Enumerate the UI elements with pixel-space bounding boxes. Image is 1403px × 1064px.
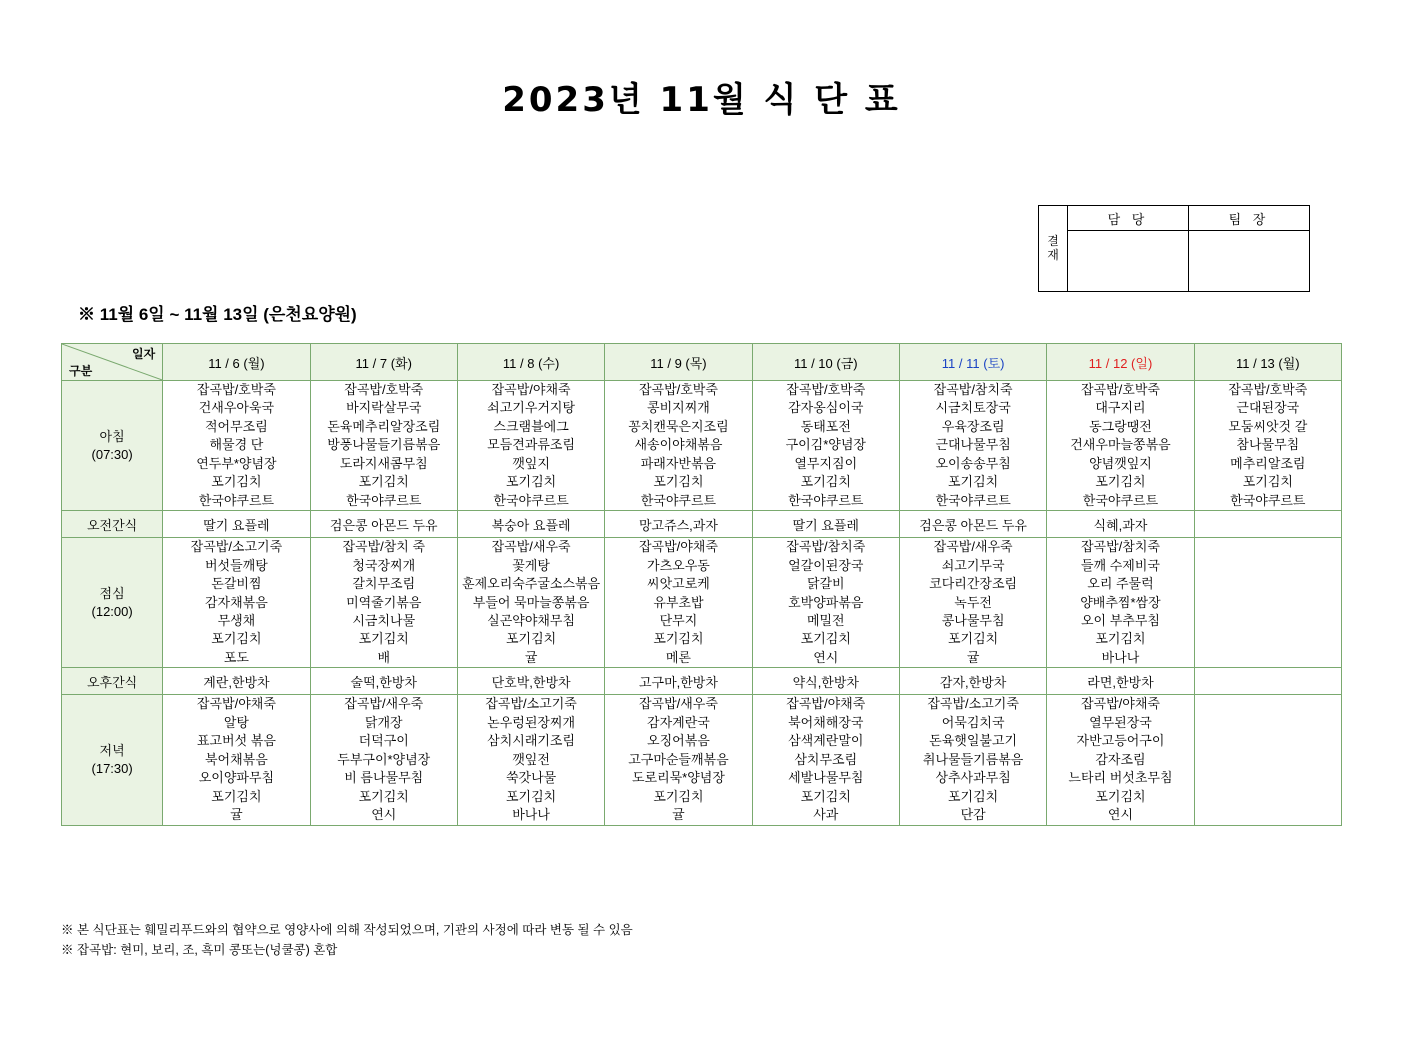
- menu-item: 잡곡밥/야채죽: [786, 696, 866, 712]
- menu-item: 동태포전: [800, 418, 851, 434]
- menu-item: 잡곡밥/호박죽: [786, 382, 866, 397]
- menu-item: 해물경 단: [209, 437, 264, 453]
- menu-item: 잡곡밥/야채죽: [1080, 696, 1160, 712]
- menu-item: 잡곡밥/소고기죽: [190, 539, 283, 555]
- menu-item: 식혜,과자: [1093, 517, 1148, 533]
- menu-item: 포기김치: [358, 788, 409, 804]
- menu-item: 돈육메추리알장조림: [327, 418, 441, 434]
- approval-header-manager: 담 당: [1068, 206, 1189, 231]
- menu-item: 얼갈이된장국: [788, 557, 864, 573]
- menu-item: 연두부*양념장: [196, 455, 277, 471]
- menu-item: 고구마,한방차: [638, 674, 718, 690]
- menu-item: 녹두전: [954, 594, 992, 610]
- menu-item: 느타리 버섯초무침: [1068, 770, 1173, 786]
- menu-item: 삼색계란말이: [788, 733, 864, 749]
- menu-item: 감자,한방차: [939, 674, 1007, 690]
- menu-item: 한국야쿠르트: [1082, 492, 1159, 508]
- menu-item: 깻잎전: [512, 751, 550, 767]
- menu-item: 포기김치: [1095, 474, 1146, 490]
- menu-item: 잡곡밥/호박죽: [638, 382, 718, 397]
- menu-item: 미역줄기볶음: [346, 594, 422, 610]
- snack-cell-2-5: [752, 511, 899, 538]
- menu-item: 배: [377, 649, 391, 665]
- menu-item: 약식,한방차: [792, 674, 859, 690]
- menu-item: 씨앗고로케: [647, 576, 710, 592]
- menu-item: 들깨 수제비국: [1080, 557, 1160, 573]
- menu-item: 한국야쿠르트: [1230, 492, 1306, 508]
- menu-item: 감자옹심이국: [788, 400, 864, 416]
- menu-item: 갈치무조림: [352, 576, 416, 592]
- snack-cell-2-6: [899, 511, 1046, 538]
- row-label-5: [62, 695, 163, 825]
- menu-item: 북어채볶음: [205, 751, 268, 767]
- menu-item: 포기김치: [948, 631, 999, 647]
- menu-item: 오징어볶음: [647, 733, 710, 749]
- menu-item: 포기김치: [653, 631, 704, 647]
- menu-item: 포기김치: [1242, 474, 1293, 490]
- menu-item: 근대된장국: [1236, 400, 1300, 416]
- day-header-3: [457, 344, 604, 381]
- snack-row: [62, 511, 1342, 538]
- meal-cell-5-8: [1194, 695, 1341, 825]
- menu-item: 호박양파볶음: [788, 594, 864, 610]
- menu-item: 한국야쿠르트: [788, 492, 864, 508]
- menu-item: 포기김치: [505, 474, 557, 490]
- menu-item: 잡곡밥/새우죽: [638, 696, 718, 712]
- menu-item: 파래자반볶음: [640, 455, 717, 471]
- menu-item: 구이김*양념장: [785, 437, 866, 453]
- menu-item: 귤: [524, 649, 538, 665]
- menu-item: 양념깻잎지: [1089, 455, 1152, 471]
- menu-item: 검은콩 아몬드 두유: [329, 517, 438, 533]
- meal-row: [62, 538, 1342, 668]
- menu-item: 한국야쿠르트: [935, 492, 1011, 508]
- menu-item: 자반고등어구이: [1076, 733, 1165, 749]
- snack-cell-4-2: [310, 668, 457, 695]
- menu-item: 잡곡밥/호박죽: [196, 382, 276, 397]
- approval-signature-teamlead[interactable]: [1189, 231, 1310, 292]
- menu-item: 잡곡밥/호박죽: [1228, 382, 1308, 397]
- menu-item: 라면,한방차: [1087, 674, 1154, 690]
- meal-cell-1-2: [310, 381, 457, 511]
- table-corner-cell: [62, 344, 163, 381]
- snack-cell-2-8: [1194, 511, 1341, 538]
- menu-item: 삼치무조림: [794, 751, 858, 767]
- menu-item: 세발나물무침: [788, 770, 864, 786]
- menu-item: 감자채볶음: [205, 594, 268, 610]
- menu-item: 잡곡밥/참치죽: [786, 539, 866, 555]
- menu-item: 쇠고기우거지탕: [487, 400, 576, 416]
- menu-item: 닭개장: [364, 714, 403, 730]
- meal-cell-5-7: [1047, 695, 1194, 825]
- menu-item: 돈육햇일불고기: [929, 733, 1018, 749]
- menu-item: 딸기 요플레: [792, 517, 859, 533]
- menu-item: 알탕: [223, 714, 249, 730]
- menu-item: 버섯들깨탕: [205, 557, 268, 573]
- menu-item: 잡곡밥/야채죽: [638, 539, 718, 555]
- menu-item: 사과: [813, 807, 839, 823]
- menu-item: 오이송송무침: [935, 455, 1011, 471]
- menu-item: 귤: [230, 807, 243, 823]
- day-header-8: [1194, 344, 1341, 381]
- meal-cell-1-1: [163, 381, 310, 511]
- meal-cell-5-5: [752, 695, 899, 825]
- menu-item: 시금치토장국: [935, 400, 1011, 416]
- meal-cell-1-6: [899, 381, 1046, 511]
- day-header-label: 11 / 10 (금): [793, 355, 858, 371]
- approval-side-label: [1039, 206, 1068, 292]
- day-header-label: 11 / 6 (월): [208, 355, 265, 371]
- menu-item: 건새우마늘쫑볶음: [1070, 437, 1171, 453]
- table-header-row: [62, 344, 1342, 381]
- day-header-1: [163, 344, 310, 381]
- menu-item: 건새우아욱국: [198, 400, 275, 416]
- snack-cell-4-8: [1194, 668, 1341, 695]
- meal-cell-1-4: [605, 381, 752, 511]
- menu-item: 우육장조림: [941, 418, 1005, 434]
- menu-item: 북어채해장국: [788, 714, 864, 730]
- menu-item: 바나나: [1101, 649, 1140, 665]
- menu-item: 코다리간장조림: [929, 576, 1018, 592]
- meal-cell-1-8: [1194, 381, 1341, 511]
- day-header-label: 11 / 12 (일): [1088, 355, 1153, 371]
- menu-item: 가츠오우동: [647, 557, 710, 573]
- day-header-label: 11 / 9 (목): [650, 355, 707, 371]
- menu-item: 콩나물무침: [941, 612, 1005, 628]
- menu-item: 망고쥬스,과자: [638, 517, 718, 533]
- menu-item: 모듬견과류조림: [487, 437, 576, 453]
- menu-item: 실곤약야채무침: [487, 612, 576, 628]
- meal-cell-3-4: [605, 538, 752, 668]
- menu-item: 연시: [371, 807, 397, 823]
- menu-item: 더덕구이: [358, 733, 409, 749]
- snack-cell-4-6: [899, 668, 1046, 695]
- menu-item: 술떡,한방차: [350, 674, 417, 690]
- approval-stamp-box: [1038, 205, 1310, 292]
- day-header-label: 11 / 7 (화): [355, 355, 412, 371]
- day-header-label: 11 / 8 (수): [502, 355, 560, 371]
- menu-item: 잡곡밥/새우죽: [344, 696, 424, 712]
- snack-cell-4-4: [605, 668, 752, 695]
- menu-item: 포기김치: [800, 631, 851, 647]
- menu-item: 메추리알조림: [1230, 455, 1306, 471]
- menu-item: 포기김치: [211, 788, 262, 804]
- day-header-2: [310, 344, 457, 381]
- snack-cell-2-4: [605, 511, 752, 538]
- menu-item: 포기김치: [358, 474, 409, 490]
- menu-item: 고구마순들깨볶음: [628, 751, 729, 767]
- menu-item: 열무지짐이: [794, 455, 858, 471]
- corner-label-category: 구분: [69, 364, 93, 378]
- meal-cell-3-3: [457, 538, 604, 668]
- meal-cell-5-6: [899, 695, 1046, 825]
- menu-item: 대구지리: [1095, 400, 1146, 416]
- day-header-label: 11 / 13 (월): [1236, 355, 1300, 371]
- menu-item: 꽁치캔묵은지조림: [628, 418, 729, 434]
- menu-item: 참나물무침: [1236, 437, 1300, 453]
- menu-item: 시금치나물: [352, 612, 416, 628]
- menu-item: 메론: [665, 649, 691, 665]
- meal-row: [62, 381, 1342, 511]
- menu-item: 오리 주물럭: [1087, 576, 1154, 592]
- menu-item: 검은콩 아몬드 두유: [919, 517, 1027, 533]
- menu-item: 잡곡밥/호박죽: [344, 382, 424, 397]
- menu-item: 논우렁된장찌개: [487, 714, 576, 730]
- menu-item: 부들어 묵마늘쫑볶음: [472, 594, 590, 610]
- menu-item: 양배추찜*쌈장: [1080, 594, 1161, 610]
- menu-item: 포기김치: [211, 474, 262, 490]
- menu-item: 쑥갓나물: [505, 770, 557, 786]
- corner-label-date: 일자: [132, 347, 156, 361]
- menu-item: 콩비지찌개: [647, 400, 710, 416]
- menu-item: 포기김치: [211, 631, 262, 647]
- menu-item: 한국야쿠르트: [640, 492, 717, 508]
- menu-item: 잡곡밥/참치죽: [1080, 539, 1160, 555]
- day-header-6: [899, 344, 1046, 381]
- menu-item: 포기김치: [1095, 788, 1146, 804]
- menu-item: 잡곡밥/야채죽: [196, 696, 276, 712]
- menu-item: 훈제오리숙주굴소스볶음: [462, 576, 601, 592]
- menu-item: 연시: [1107, 807, 1134, 823]
- menu-item: 잡곡밥/새우죽: [933, 539, 1013, 555]
- menu-item: 방풍나물들기름볶음: [327, 437, 441, 453]
- snack-cell-4-1: [163, 668, 310, 695]
- snack-cell-4-5: [752, 668, 899, 695]
- menu-item: 돈갈비찜: [211, 576, 262, 592]
- date-range-subtitle: ※ 11월 6일 ~ 11월 13일 (은천요양원): [78, 305, 357, 324]
- menu-item: 포기김치: [800, 788, 851, 804]
- menu-item: 포기김치: [505, 631, 557, 647]
- menu-item: 잡곡밥/소고기죽: [927, 696, 1019, 712]
- menu-item: 쇠고기무국: [941, 557, 1005, 573]
- menu-item: 귤: [966, 649, 980, 665]
- menu-item: 감자계란국: [647, 714, 710, 730]
- menu-item: 청국장찌개: [352, 557, 416, 573]
- menu-item: 무생채: [217, 612, 256, 628]
- menu-item: 바지락살무국: [346, 400, 422, 416]
- menu-item: 포기김치: [505, 788, 557, 804]
- menu-item: 포기김치: [653, 474, 704, 490]
- meal-row: [62, 695, 1342, 825]
- meal-cell-3-7: [1047, 538, 1194, 668]
- meal-cell-5-3: [457, 695, 604, 825]
- snack-cell-2-3: [457, 511, 604, 538]
- menu-item: 계란,한방차: [203, 674, 270, 690]
- menu-item: 한국야쿠르트: [198, 492, 275, 508]
- menu-item: 한국야쿠르트: [346, 492, 422, 508]
- menu-item: 잡곡밥/호박죽: [1080, 382, 1160, 397]
- menu-item: 모둠씨앗것 갈: [1228, 418, 1308, 434]
- footnote-2: ※ 잡곡밥: 현미, 보리, 조, 흑미 콩또는(넝쿨콩) 혼합: [61, 943, 338, 957]
- menu-item: 깻잎지: [512, 455, 550, 471]
- menu-item: 스크램블에그: [493, 418, 569, 434]
- approval-signature-manager[interactable]: [1068, 231, 1189, 292]
- meal-cell-3-8: [1194, 538, 1341, 668]
- snack-cell-4-7: [1047, 668, 1194, 695]
- meal-cell-3-6: [899, 538, 1046, 668]
- approval-header-teamlead: 팀 장: [1189, 206, 1310, 231]
- meal-cell-3-5: [752, 538, 899, 668]
- menu-item: 도라지새콤무침: [339, 455, 428, 471]
- row-label-2: [62, 511, 163, 538]
- row-label-main: 저녁: [99, 743, 125, 759]
- snack-cell-2-2: [310, 511, 457, 538]
- row-label-time: (12:00): [91, 603, 133, 619]
- weekly-menu-table: [61, 343, 1342, 826]
- menu-item: 비 름나물무침: [344, 770, 424, 786]
- row-label-main: 오전간식: [87, 517, 138, 533]
- snack-cell-2-1: [163, 511, 310, 538]
- footnotes: [61, 920, 633, 960]
- menu-item: 단감: [960, 807, 986, 823]
- approval-side-label-line2: 재: [1047, 247, 1059, 262]
- row-label-1: [62, 381, 163, 511]
- day-header-7: [1047, 344, 1194, 381]
- menu-item: 적어무조림: [205, 418, 268, 434]
- menu-item: 잡곡밥/소고기죽: [485, 696, 577, 712]
- menu-item: 꽃게탕: [512, 557, 550, 573]
- menu-item: 잡곡밥/참치죽: [933, 382, 1013, 397]
- menu-item: 상추사과무침: [935, 770, 1011, 786]
- menu-item: 바나나: [512, 807, 550, 823]
- menu-item: 근대나물무침: [935, 437, 1011, 453]
- menu-document-page: [0, 72, 1403, 1064]
- menu-item: 새송이야채볶음: [634, 437, 723, 453]
- day-header-label: 11 / 11 (토): [941, 355, 1005, 371]
- menu-item: 귤: [672, 807, 685, 823]
- row-label-time: (17:30): [91, 760, 133, 776]
- menu-item: 열무된장국: [1089, 714, 1152, 730]
- meal-cell-5-4: [605, 695, 752, 825]
- footnote-1: ※ 본 식단표는 훼밀리푸드와의 협약으로 영양사에 의해 작성되었으며, 기관의 사정에 따라 변동 될 수 있음: [61, 923, 633, 937]
- menu-item: 연시: [813, 649, 839, 665]
- menu-item: 취나물들기름볶음: [922, 751, 1024, 767]
- menu-item: 두부구이*양념장: [337, 751, 431, 767]
- meal-cell-5-1: [163, 695, 310, 825]
- approval-side-label-line1: 결: [1047, 233, 1059, 248]
- menu-item: 오이 부추무침: [1080, 612, 1160, 628]
- row-label-main: 점심: [99, 586, 125, 602]
- menu-item: 한국야쿠르트: [493, 492, 569, 508]
- meal-cell-1-3: [457, 381, 604, 511]
- meal-cell-3-2: [310, 538, 457, 668]
- menu-item: 포기김치: [800, 474, 851, 490]
- menu-item: 어묵김치국: [941, 714, 1005, 730]
- snack-cell-4-3: [457, 668, 604, 695]
- row-label-main: 오후간식: [87, 674, 138, 690]
- row-label-3: [62, 538, 163, 668]
- day-header-5: [752, 344, 899, 381]
- menu-item: 메밀전: [806, 612, 845, 628]
- menu-item: 표고버섯 볶음: [196, 733, 276, 749]
- menu-item: 잡곡밥/야채죽: [491, 382, 571, 397]
- menu-item: 포기김치: [948, 788, 999, 804]
- menu-item: 딸기 요플레: [203, 517, 270, 533]
- menu-item: 잡곡밥/참치 죽: [342, 539, 426, 555]
- menu-item: 포기김치: [653, 788, 704, 804]
- menu-item: 잡곡밥/새우죽: [491, 539, 571, 555]
- menu-item: 포도: [223, 649, 249, 665]
- menu-item: 유부초밥: [653, 594, 704, 610]
- meal-cell-5-2: [310, 695, 457, 825]
- meal-cell-1-5: [752, 381, 899, 511]
- row-label-4: [62, 668, 163, 695]
- menu-item: 포기김치: [358, 631, 409, 647]
- page-title: 2023년 11월 식 단 표: [502, 80, 901, 120]
- menu-item: 단무지: [659, 612, 698, 628]
- menu-item: 감자조림: [1095, 751, 1146, 767]
- snack-row: [62, 668, 1342, 695]
- row-label-main: 아침: [99, 429, 125, 445]
- day-header-4: [605, 344, 752, 381]
- row-label-time: (07:30): [91, 446, 133, 462]
- meal-cell-1-7: [1047, 381, 1194, 511]
- menu-item: 포기김치: [948, 474, 999, 490]
- menu-item: 오이양파무침: [198, 770, 275, 786]
- menu-item: 복숭아 요플레: [491, 517, 571, 533]
- meal-cell-3-1: [163, 538, 310, 668]
- menu-item: 동그랑땡전: [1089, 418, 1152, 434]
- menu-item: 단호박,한방차: [491, 674, 571, 690]
- menu-item: 포기김치: [1095, 631, 1146, 647]
- menu-item: 도로리묵*양념장: [631, 770, 725, 786]
- snack-cell-2-7: [1047, 511, 1194, 538]
- menu-item: 닭갈비: [806, 576, 845, 592]
- menu-item: 삼치시래기조림: [487, 733, 576, 749]
